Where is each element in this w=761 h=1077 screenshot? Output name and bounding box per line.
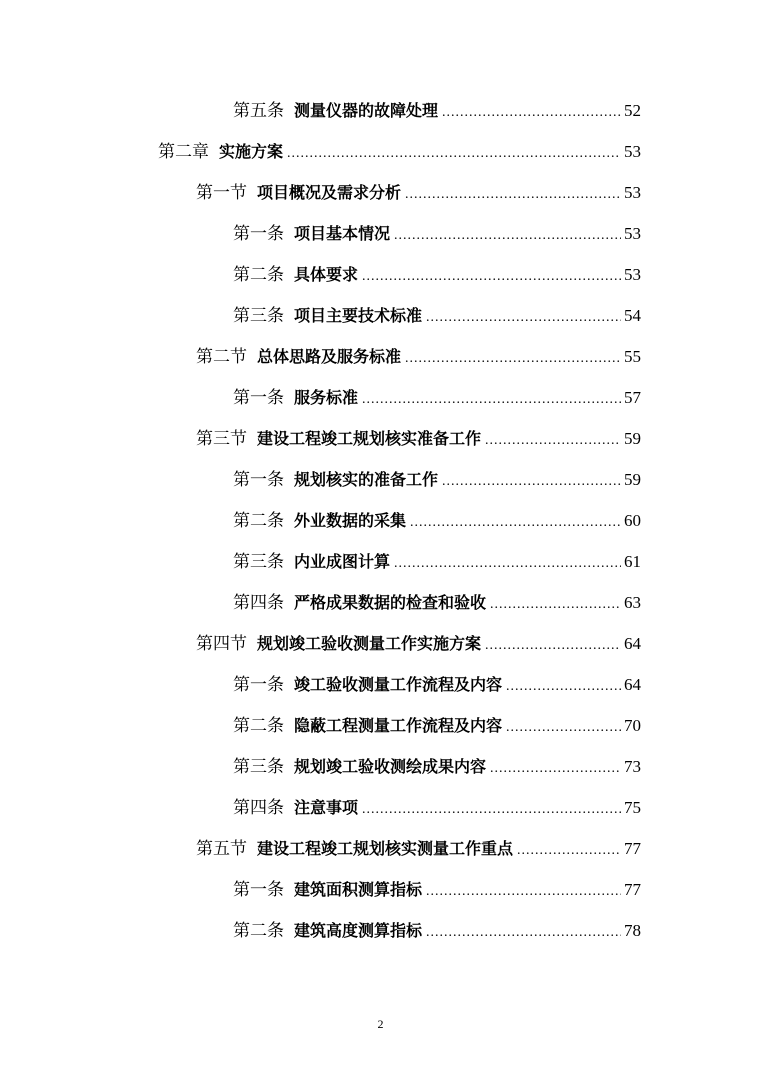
toc-entry[interactable]	[233, 256, 641, 286]
toc-entry-title: 隐蔽工程测量工作流程及内容	[294, 716, 503, 735]
toc-entry-label: 第二条	[233, 265, 284, 284]
toc-entry-page: 59	[624, 429, 641, 448]
dot-leader	[506, 674, 621, 696]
toc-entry-page: 61	[624, 552, 641, 571]
toc-entry-page: 53	[624, 142, 641, 161]
toc-entry-title: 内业成图计算	[294, 552, 391, 571]
dot-leader	[362, 264, 621, 286]
toc-entry-page: 70	[624, 716, 641, 735]
toc-entry[interactable]	[233, 297, 641, 327]
toc-entry-page: 73	[624, 757, 641, 776]
toc-entry-page: 63	[624, 593, 641, 612]
toc-entry-label: 第三条	[233, 306, 284, 325]
toc-entry-title: 竣工验收测量工作流程及内容	[294, 675, 503, 694]
toc-entry[interactable]	[196, 338, 641, 368]
toc-entry[interactable]	[233, 789, 641, 819]
toc-entry-label: 第四条	[233, 593, 284, 612]
toc-entry-label: 第三条	[233, 552, 284, 571]
dot-leader	[426, 305, 621, 327]
toc-entry-page: 60	[624, 511, 641, 530]
dot-leader	[410, 510, 621, 532]
dot-leader	[442, 100, 621, 122]
toc-entry-label: 第一条	[233, 224, 284, 243]
toc-entry-page: 53	[624, 183, 641, 202]
toc-entry-title: 建筑面积测算指标	[294, 880, 423, 899]
dot-leader	[394, 551, 621, 573]
toc-entry-page: 59	[624, 470, 641, 489]
toc-entry[interactable]	[233, 584, 641, 614]
toc-entry[interactable]	[196, 174, 641, 204]
toc-entry-label: 第一节	[196, 183, 247, 202]
toc-entry-title: 测量仪器的故障处理	[294, 101, 439, 120]
toc-entry-title: 项目基本情况	[294, 224, 391, 243]
toc-entry[interactable]	[233, 666, 641, 696]
toc-entry-page: 55	[624, 347, 641, 366]
dot-leader	[485, 428, 621, 450]
toc-entry-label: 第四节	[196, 634, 247, 653]
toc-entry[interactable]	[196, 420, 641, 450]
toc-entry-page: 77	[624, 880, 641, 899]
dot-leader	[405, 182, 621, 204]
toc-entry-title: 规划核实的准备工作	[294, 470, 439, 489]
page-number: 2	[377, 1017, 384, 1031]
toc-entry-label: 第二条	[233, 511, 284, 530]
toc-entry-page: 54	[624, 306, 641, 325]
toc-entry-page: 64	[624, 634, 641, 653]
toc-entry-title: 建设工程竣工规划核实准备工作	[257, 429, 482, 448]
toc-entry[interactable]	[233, 502, 641, 532]
toc-entry-title: 总体思路及服务标准	[257, 347, 402, 366]
toc-entry-label: 第二章	[158, 142, 209, 161]
toc-entry-label: 第五节	[196, 839, 247, 858]
dot-leader	[485, 633, 621, 655]
dot-leader	[362, 387, 621, 409]
toc-entry-label: 第一条	[233, 470, 284, 489]
toc-entry[interactable]	[233, 92, 641, 122]
toc-entry-title: 建设工程竣工规划核实测量工作重点	[257, 839, 514, 858]
dot-leader	[490, 592, 621, 614]
dot-leader	[490, 756, 621, 778]
toc-entry-page: 77	[624, 839, 641, 858]
toc-entry[interactable]	[233, 748, 641, 778]
toc-entry-page: 53	[624, 265, 641, 284]
dot-leader	[426, 879, 621, 901]
toc-entry-page: 57	[624, 388, 641, 407]
toc-entry[interactable]	[233, 543, 641, 573]
toc-entry-page: 64	[624, 675, 641, 694]
toc-entry-title: 实施方案	[219, 142, 284, 161]
toc-entry-title: 规划竣工验收测绘成果内容	[294, 757, 487, 776]
toc-entry[interactable]	[233, 707, 641, 737]
toc-entry[interactable]	[233, 912, 641, 942]
dot-leader	[405, 346, 621, 368]
toc-entry[interactable]	[196, 625, 641, 655]
dot-leader	[394, 223, 621, 245]
dot-leader	[506, 715, 621, 737]
toc-entry-label: 第一条	[233, 388, 284, 407]
toc-entry-title: 规划竣工验收测量工作实施方案	[257, 634, 482, 653]
toc-entry-label: 第五条	[233, 101, 284, 120]
dot-leader	[442, 469, 621, 491]
toc-entry[interactable]	[196, 830, 641, 860]
toc-entry-page: 75	[624, 798, 641, 817]
toc-entry[interactable]	[233, 379, 641, 409]
toc-entry-label: 第二条	[233, 716, 284, 735]
toc-entry-label: 第三节	[196, 429, 247, 448]
toc-entry-label: 第二节	[196, 347, 247, 366]
toc-entry-page: 78	[624, 921, 641, 940]
toc-entry-title: 注意事项	[294, 798, 359, 817]
toc-entry-label: 第二条	[233, 921, 284, 940]
toc-entry-label: 第一条	[233, 675, 284, 694]
toc-entry-label: 第一条	[233, 880, 284, 899]
toc-entry-title: 严格成果数据的检查和验收	[294, 593, 487, 612]
toc-entry-title: 项目概况及需求分析	[257, 183, 402, 202]
toc-entry[interactable]	[233, 871, 641, 901]
toc-entry-label: 第四条	[233, 798, 284, 817]
toc-entry[interactable]	[233, 461, 641, 491]
toc-entry-page: 53	[624, 224, 641, 243]
toc-entry-title: 建筑高度测算指标	[294, 921, 423, 940]
dot-leader	[426, 920, 621, 942]
dot-leader	[287, 141, 621, 163]
dot-leader	[517, 838, 621, 860]
toc-entry[interactable]	[158, 133, 641, 163]
toc-entry-label: 第三条	[233, 757, 284, 776]
toc-entry-title: 服务标准	[294, 388, 359, 407]
toc-entry[interactable]	[233, 215, 641, 245]
dot-leader	[362, 797, 621, 819]
toc-entry-title: 项目主要技术标准	[294, 306, 423, 325]
toc-entry-title: 具体要求	[294, 265, 359, 284]
toc-entry-title: 外业数据的采集	[294, 511, 407, 530]
toc-entry-page: 52	[624, 101, 641, 120]
